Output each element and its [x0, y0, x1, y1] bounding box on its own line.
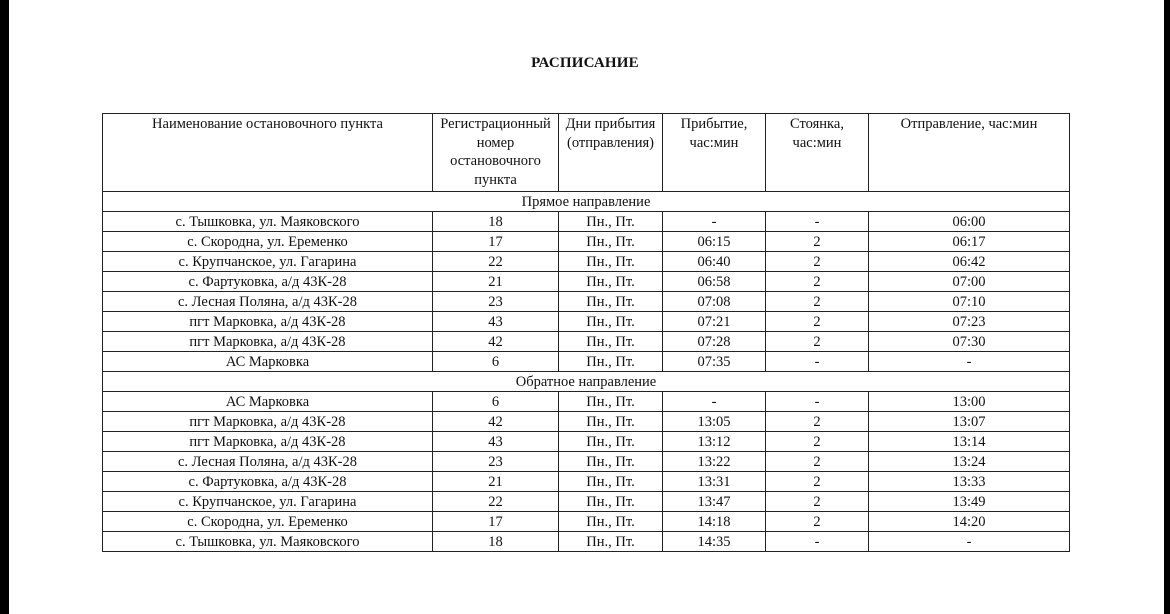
- stop-duration-cell: 2: [766, 492, 869, 512]
- stop-name-cell: пгт Марковка, а/д 43К-28: [103, 312, 433, 332]
- registration-number-cell: 42: [433, 332, 559, 352]
- left-frame-edge: [0, 0, 9, 614]
- stop-name-cell: с. Тышковка, ул. Маяковского: [103, 212, 433, 232]
- table-row: [103, 492, 1070, 512]
- arrival-cell: 07:08: [663, 292, 766, 312]
- departure-cell: 13:07: [869, 412, 1070, 432]
- section-label: Прямое направление: [103, 192, 1070, 212]
- table-row: [103, 512, 1070, 532]
- days-cell: Пн., Пт.: [559, 212, 663, 232]
- table-row: [103, 312, 1070, 332]
- departure-cell: 06:00: [869, 212, 1070, 232]
- stop-name-cell: с. Скородна, ул. Еременко: [103, 232, 433, 252]
- departure-cell: 07:00: [869, 272, 1070, 292]
- arrival-cell: 13:12: [663, 432, 766, 452]
- days-cell: Пн., Пт.: [559, 392, 663, 412]
- stop-duration-cell: 2: [766, 272, 869, 292]
- arrival-cell: -: [663, 212, 766, 232]
- registration-number-cell: 43: [433, 312, 559, 332]
- departure-cell: 13:49: [869, 492, 1070, 512]
- registration-number-cell: 17: [433, 232, 559, 252]
- days-cell: Пн., Пт.: [559, 292, 663, 312]
- registration-number-cell: 22: [433, 252, 559, 272]
- header-stop-name: Наименование остановочного пункта: [103, 114, 433, 192]
- stop-name-cell: пгт Марковка, а/д 43К-28: [103, 412, 433, 432]
- departure-cell: 06:17: [869, 232, 1070, 252]
- stop-duration-cell: -: [766, 352, 869, 372]
- arrival-cell: 07:28: [663, 332, 766, 352]
- page-title: РАСПИСАНИЕ: [531, 55, 639, 71]
- stop-duration-cell: 2: [766, 312, 869, 332]
- days-cell: Пн., Пт.: [559, 352, 663, 372]
- table-row: [103, 392, 1070, 412]
- table-row: [103, 272, 1070, 292]
- stop-duration-cell: 2: [766, 292, 869, 312]
- table-header-row: [103, 114, 1070, 192]
- registration-number-cell: 21: [433, 272, 559, 292]
- registration-number-cell: 6: [433, 352, 559, 372]
- stop-name-cell: пгт Марковка, а/д 43К-28: [103, 332, 433, 352]
- stop-duration-cell: 2: [766, 452, 869, 472]
- departure-cell: 13:24: [869, 452, 1070, 472]
- arrival-cell: 14:35: [663, 532, 766, 552]
- table-row: [103, 432, 1070, 452]
- stop-duration-cell: -: [766, 392, 869, 412]
- header-registration-number: Регистрационный номер остановочного пункта: [433, 114, 559, 192]
- section-row: [103, 192, 1070, 212]
- stop-name-cell: с. Фартуковка, а/д 43К-28: [103, 272, 433, 292]
- departure-cell: 13:00: [869, 392, 1070, 412]
- stop-name-cell: пгт Марковка, а/д 43К-28: [103, 432, 433, 452]
- schedule-table: [102, 113, 1070, 552]
- registration-number-cell: 42: [433, 412, 559, 432]
- stop-duration-cell: 2: [766, 512, 869, 532]
- departure-cell: 07:23: [869, 312, 1070, 332]
- arrival-cell: 13:05: [663, 412, 766, 432]
- table-row: [103, 332, 1070, 352]
- registration-number-cell: 17: [433, 512, 559, 532]
- departure-cell: -: [869, 532, 1070, 552]
- right-frame-edge: [1164, 0, 1170, 614]
- departure-cell: 13:14: [869, 432, 1070, 452]
- stop-name-cell: с. Тышковка, ул. Маяковского: [103, 532, 433, 552]
- departure-cell: -: [869, 352, 1070, 372]
- stop-name-cell: с. Крупчанское, ул. Гагарина: [103, 252, 433, 272]
- stop-name-cell: с. Лесная Поляна, а/д 43К-28: [103, 452, 433, 472]
- departure-cell: 13:33: [869, 472, 1070, 492]
- header-arrival: Прибытие, час:мин: [663, 114, 766, 192]
- arrival-cell: -: [663, 392, 766, 412]
- schedule-body: [103, 192, 1070, 552]
- arrival-cell: 06:58: [663, 272, 766, 292]
- arrival-cell: 06:40: [663, 252, 766, 272]
- departure-cell: 14:20: [869, 512, 1070, 532]
- header-days: Дни прибытия (отправления): [559, 114, 663, 192]
- days-cell: Пн., Пт.: [559, 312, 663, 332]
- stop-duration-cell: 2: [766, 232, 869, 252]
- stop-duration-cell: 2: [766, 252, 869, 272]
- stop-duration-cell: -: [766, 532, 869, 552]
- departure-cell: 07:10: [869, 292, 1070, 312]
- days-cell: Пн., Пт.: [559, 452, 663, 472]
- stop-name-cell: с. Крупчанское, ул. Гагарина: [103, 492, 433, 512]
- table-row: [103, 472, 1070, 492]
- arrival-cell: 06:15: [663, 232, 766, 252]
- arrival-cell: 13:31: [663, 472, 766, 492]
- table-row: [103, 352, 1070, 372]
- stop-duration-cell: -: [766, 212, 869, 232]
- stop-duration-cell: 2: [766, 432, 869, 452]
- days-cell: Пн., Пт.: [559, 432, 663, 452]
- table-row: [103, 532, 1070, 552]
- departure-cell: 06:42: [869, 252, 1070, 272]
- registration-number-cell: 6: [433, 392, 559, 412]
- registration-number-cell: 22: [433, 492, 559, 512]
- header-stop-duration: Стоянка, час:мин: [766, 114, 869, 192]
- registration-number-cell: 18: [433, 212, 559, 232]
- days-cell: Пн., Пт.: [559, 412, 663, 432]
- table-row: [103, 452, 1070, 472]
- stop-name-cell: с. Скородна, ул. Еременко: [103, 512, 433, 532]
- days-cell: Пн., Пт.: [559, 472, 663, 492]
- stop-name-cell: АС Марковка: [103, 352, 433, 372]
- days-cell: Пн., Пт.: [559, 252, 663, 272]
- registration-number-cell: 23: [433, 452, 559, 472]
- table-row: [103, 232, 1070, 252]
- days-cell: Пн., Пт.: [559, 332, 663, 352]
- stop-duration-cell: 2: [766, 332, 869, 352]
- table-row: [103, 412, 1070, 432]
- registration-number-cell: 21: [433, 472, 559, 492]
- arrival-cell: 13:22: [663, 452, 766, 472]
- days-cell: Пн., Пт.: [559, 512, 663, 532]
- arrival-cell: 14:18: [663, 512, 766, 532]
- table-row: [103, 292, 1070, 312]
- table-row: [103, 212, 1070, 232]
- days-cell: Пн., Пт.: [559, 532, 663, 552]
- header-departure: Отправление, час:мин: [869, 114, 1070, 192]
- days-cell: Пн., Пт.: [559, 492, 663, 512]
- days-cell: Пн., Пт.: [559, 232, 663, 252]
- arrival-cell: 07:21: [663, 312, 766, 332]
- stop-name-cell: с. Лесная Поляна, а/д 43К-28: [103, 292, 433, 312]
- registration-number-cell: 43: [433, 432, 559, 452]
- table-row: [103, 252, 1070, 272]
- stop-duration-cell: 2: [766, 412, 869, 432]
- departure-cell: 07:30: [869, 332, 1070, 352]
- stop-duration-cell: 2: [766, 472, 869, 492]
- days-cell: Пн., Пт.: [559, 272, 663, 292]
- registration-number-cell: 23: [433, 292, 559, 312]
- arrival-cell: 07:35: [663, 352, 766, 372]
- arrival-cell: 13:47: [663, 492, 766, 512]
- section-row: [103, 372, 1070, 392]
- stop-name-cell: АС Марковка: [103, 392, 433, 412]
- section-label: Обратное направление: [103, 372, 1070, 392]
- stop-name-cell: с. Фартуковка, а/д 43К-28: [103, 472, 433, 492]
- registration-number-cell: 18: [433, 532, 559, 552]
